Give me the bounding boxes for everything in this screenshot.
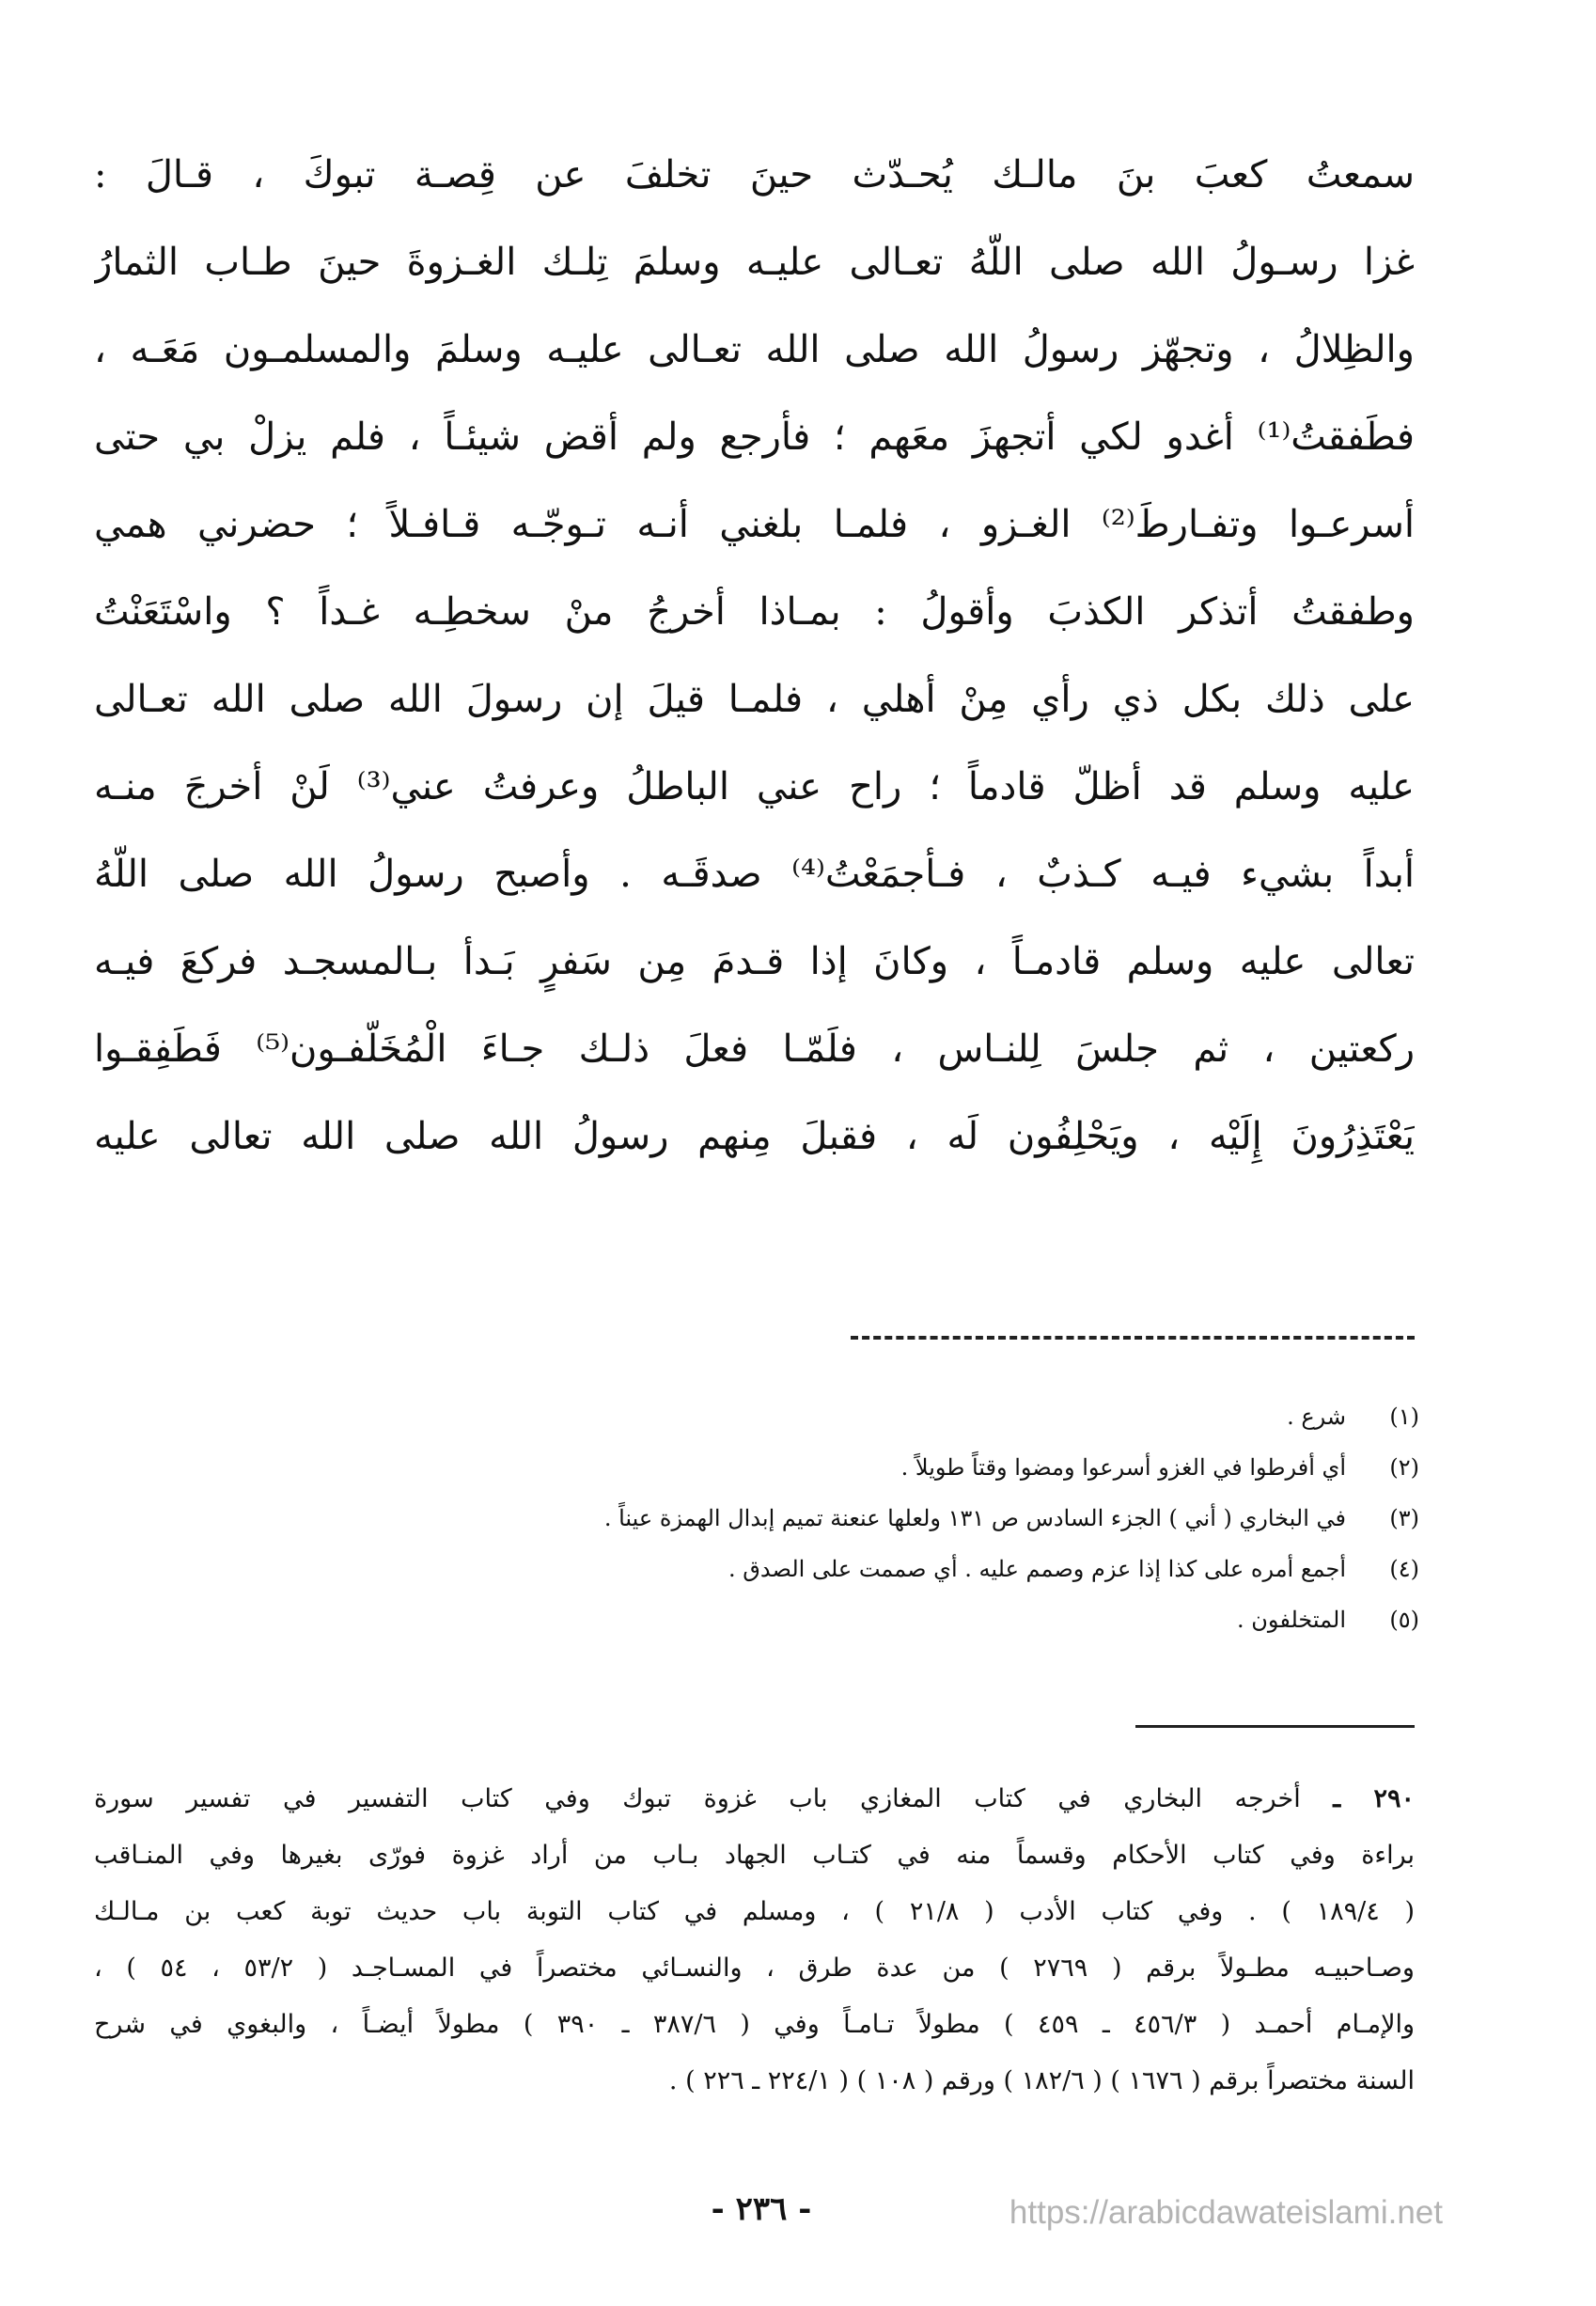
- takhrij-section: [94, 1771, 1415, 2110]
- hadith-text: [94, 132, 1415, 1181]
- takhrij-line: ( ١٨٩/٤ ) . وفي كتاب الأدب ( ٢١/٨ ) ، ومسلم في كتاب التوبة باب حديث توبة كعب بن مـالـك: [94, 1897, 1415, 1926]
- footnotes: [282, 1391, 1419, 1645]
- watermark-url: https://arabicdawateislami.net: [1009, 2194, 1443, 2231]
- footnote-number: (٥): [1389, 1607, 1419, 1633]
- hadith-line: وطفقتُ أتذكر الكذبَ وأقولُ : بمـاذا أخرجُ منْ سخطِـه غـداً ؟ واسْتَعَنْتُ: [94, 590, 1415, 634]
- footnote-item: [282, 1391, 1419, 1442]
- footnote-item: [282, 1442, 1419, 1493]
- takhrij-line: والإمـام أحمـد ( ٤٥٦/٣ ـ ٤٥٩ ) مطولاً تـامـاً وفي ( ٣٨٧/٦ ـ ٣٩٠ ) مطولاً أيضـاً ، والبغوي في شرح: [94, 2010, 1415, 2039]
- hadith-line: أسرعـوا وتفـارطَ⁽²⁾ الغـزو ، فلمـا بلغني أنـه تـوجّـه قـافـلاً ؛ حضرني همي: [94, 503, 1415, 546]
- hadith-line: على ذلك بكل ذي رأي مِنْ أهلي ، فلمـا قيلَ إن رسولَ الله صلى الله تعـالى: [94, 678, 1415, 721]
- footnote-number: (٤): [1389, 1556, 1419, 1582]
- takhrij-line: [94, 1771, 1415, 1828]
- hadith-line: ركعتين ، ثم جلسَ لِلنـاس ، فلَمّـا فعلَ ذلـك جـاءَ الْمُخَلّفـون⁽⁵⁾ فَطَفِقـوا: [94, 1028, 1415, 1071]
- hadith-line: غزا رسـولُ الله صلى اللّهُ تعـالى عليـه وسلمَ تِلـك الغـزوةَ حينَ طـاب الثمارُ: [94, 241, 1415, 284]
- footnote-text: أجمع أمره على كذا إذا عزم وصمم عليه . أي صممت على الصدق .: [728, 1556, 1346, 1582]
- footnote-number: (١): [1389, 1404, 1419, 1430]
- hadith-line: يَعْتَذِرُونَ إِلَيْه ، ويَحْلِفُون لَه ، فقبلَ مِنهم رسولُ الله صلى الله تعالى عليه: [94, 1115, 1415, 1158]
- footnote-number: (٣): [1389, 1505, 1419, 1531]
- footnote-item: [282, 1493, 1419, 1544]
- hadith-line: تعالى عليه وسلم قادمـاً ، وكانَ إذا قـدمَ مِن سَفرٍ بَـدأ بـالمسجـد فركعَ فيـه: [94, 940, 1415, 983]
- hadith-line: عليه وسلم قد أظلّ قادماً ؛ راح عني الباطلُ وعرفتُ عني⁽³⁾ لَنْ أخرجَ منـه: [94, 765, 1415, 808]
- hadith-line: سمعتُ كعبَ بنَ مالـك يُحـدّث حينَ تخلفَ عن قِصـة تبوكَ ، قـالَ :: [94, 153, 1415, 196]
- solid-divider: [1135, 1725, 1415, 1728]
- takhrij-line: براءة وفي كتاب الأحكام وقسماً منه في كتـاب الجهاد بـاب من أراد غزوة فورّى بغيرها وفي المنـاقب: [94, 1841, 1415, 1870]
- page-number: - ٢٣٦ -: [711, 2190, 812, 2228]
- footnote-text: شرع .: [1287, 1404, 1346, 1430]
- footnote-text: في البخاري ( أني ) الجزء السادس ص ١٣١ ولعلها عنعنة تميم إبدال الهمزة عيناً .: [603, 1505, 1346, 1531]
- dashed-divider: [851, 1336, 1415, 1340]
- footnote-text: المتخلفون .: [1237, 1607, 1346, 1633]
- footnote-number: (٢): [1389, 1454, 1419, 1481]
- takhrij-line: السنة مختصراً برقم ( ١٦٧٦ ) ( ١٨٢/٦ ) ورقم ( ١٠٨ ) ( ٢٢٤/١ ـ ٢٢٦ ) .: [668, 2066, 1415, 2095]
- hadith-line: أبداً بشيء فيـه كـذبٌ ، فـأجمَعْتُ⁽⁴⁾ صدقَـه . وأصبح رسولُ الله صلى اللّهُ: [94, 853, 1415, 896]
- footnote-item: [282, 1544, 1419, 1594]
- hadith-number: ٢٩٠ ـ: [1333, 1784, 1415, 1813]
- hadith-line: والظِلالُ ، وتجهّز رسولُ الله صلى الله تعـالى عليـه وسلمَ والمسلمـون مَعَـه ،: [94, 328, 1415, 371]
- hadith-line: فطَفقتُ⁽¹⁾ أغدو لكي أتجهزَ معَهم ؛ فأرجع ولم أقض شيئـاً ، فلم يزلْ بي حتى: [94, 416, 1415, 459]
- takhrij-line: وصـاحبيـه مطـولاً برقم ( ٢٧٦٩ ) من عدة طرق ، والنسـائي مختصراً في المسـاجـد ( ٥٣/٢ ، ٥٤ ) ،: [94, 1953, 1415, 1983]
- takhrij-text: أخرجه البخاري في كتاب المغازي باب غزوة تبوك وفي كتاب التفسير في تفسير سورة: [94, 1784, 1301, 1813]
- footnote-text: أي أفرطوا في الغزو أسرعوا ومضوا وقتاً طويلاً .: [900, 1454, 1346, 1481]
- footnote-item: [282, 1594, 1419, 1645]
